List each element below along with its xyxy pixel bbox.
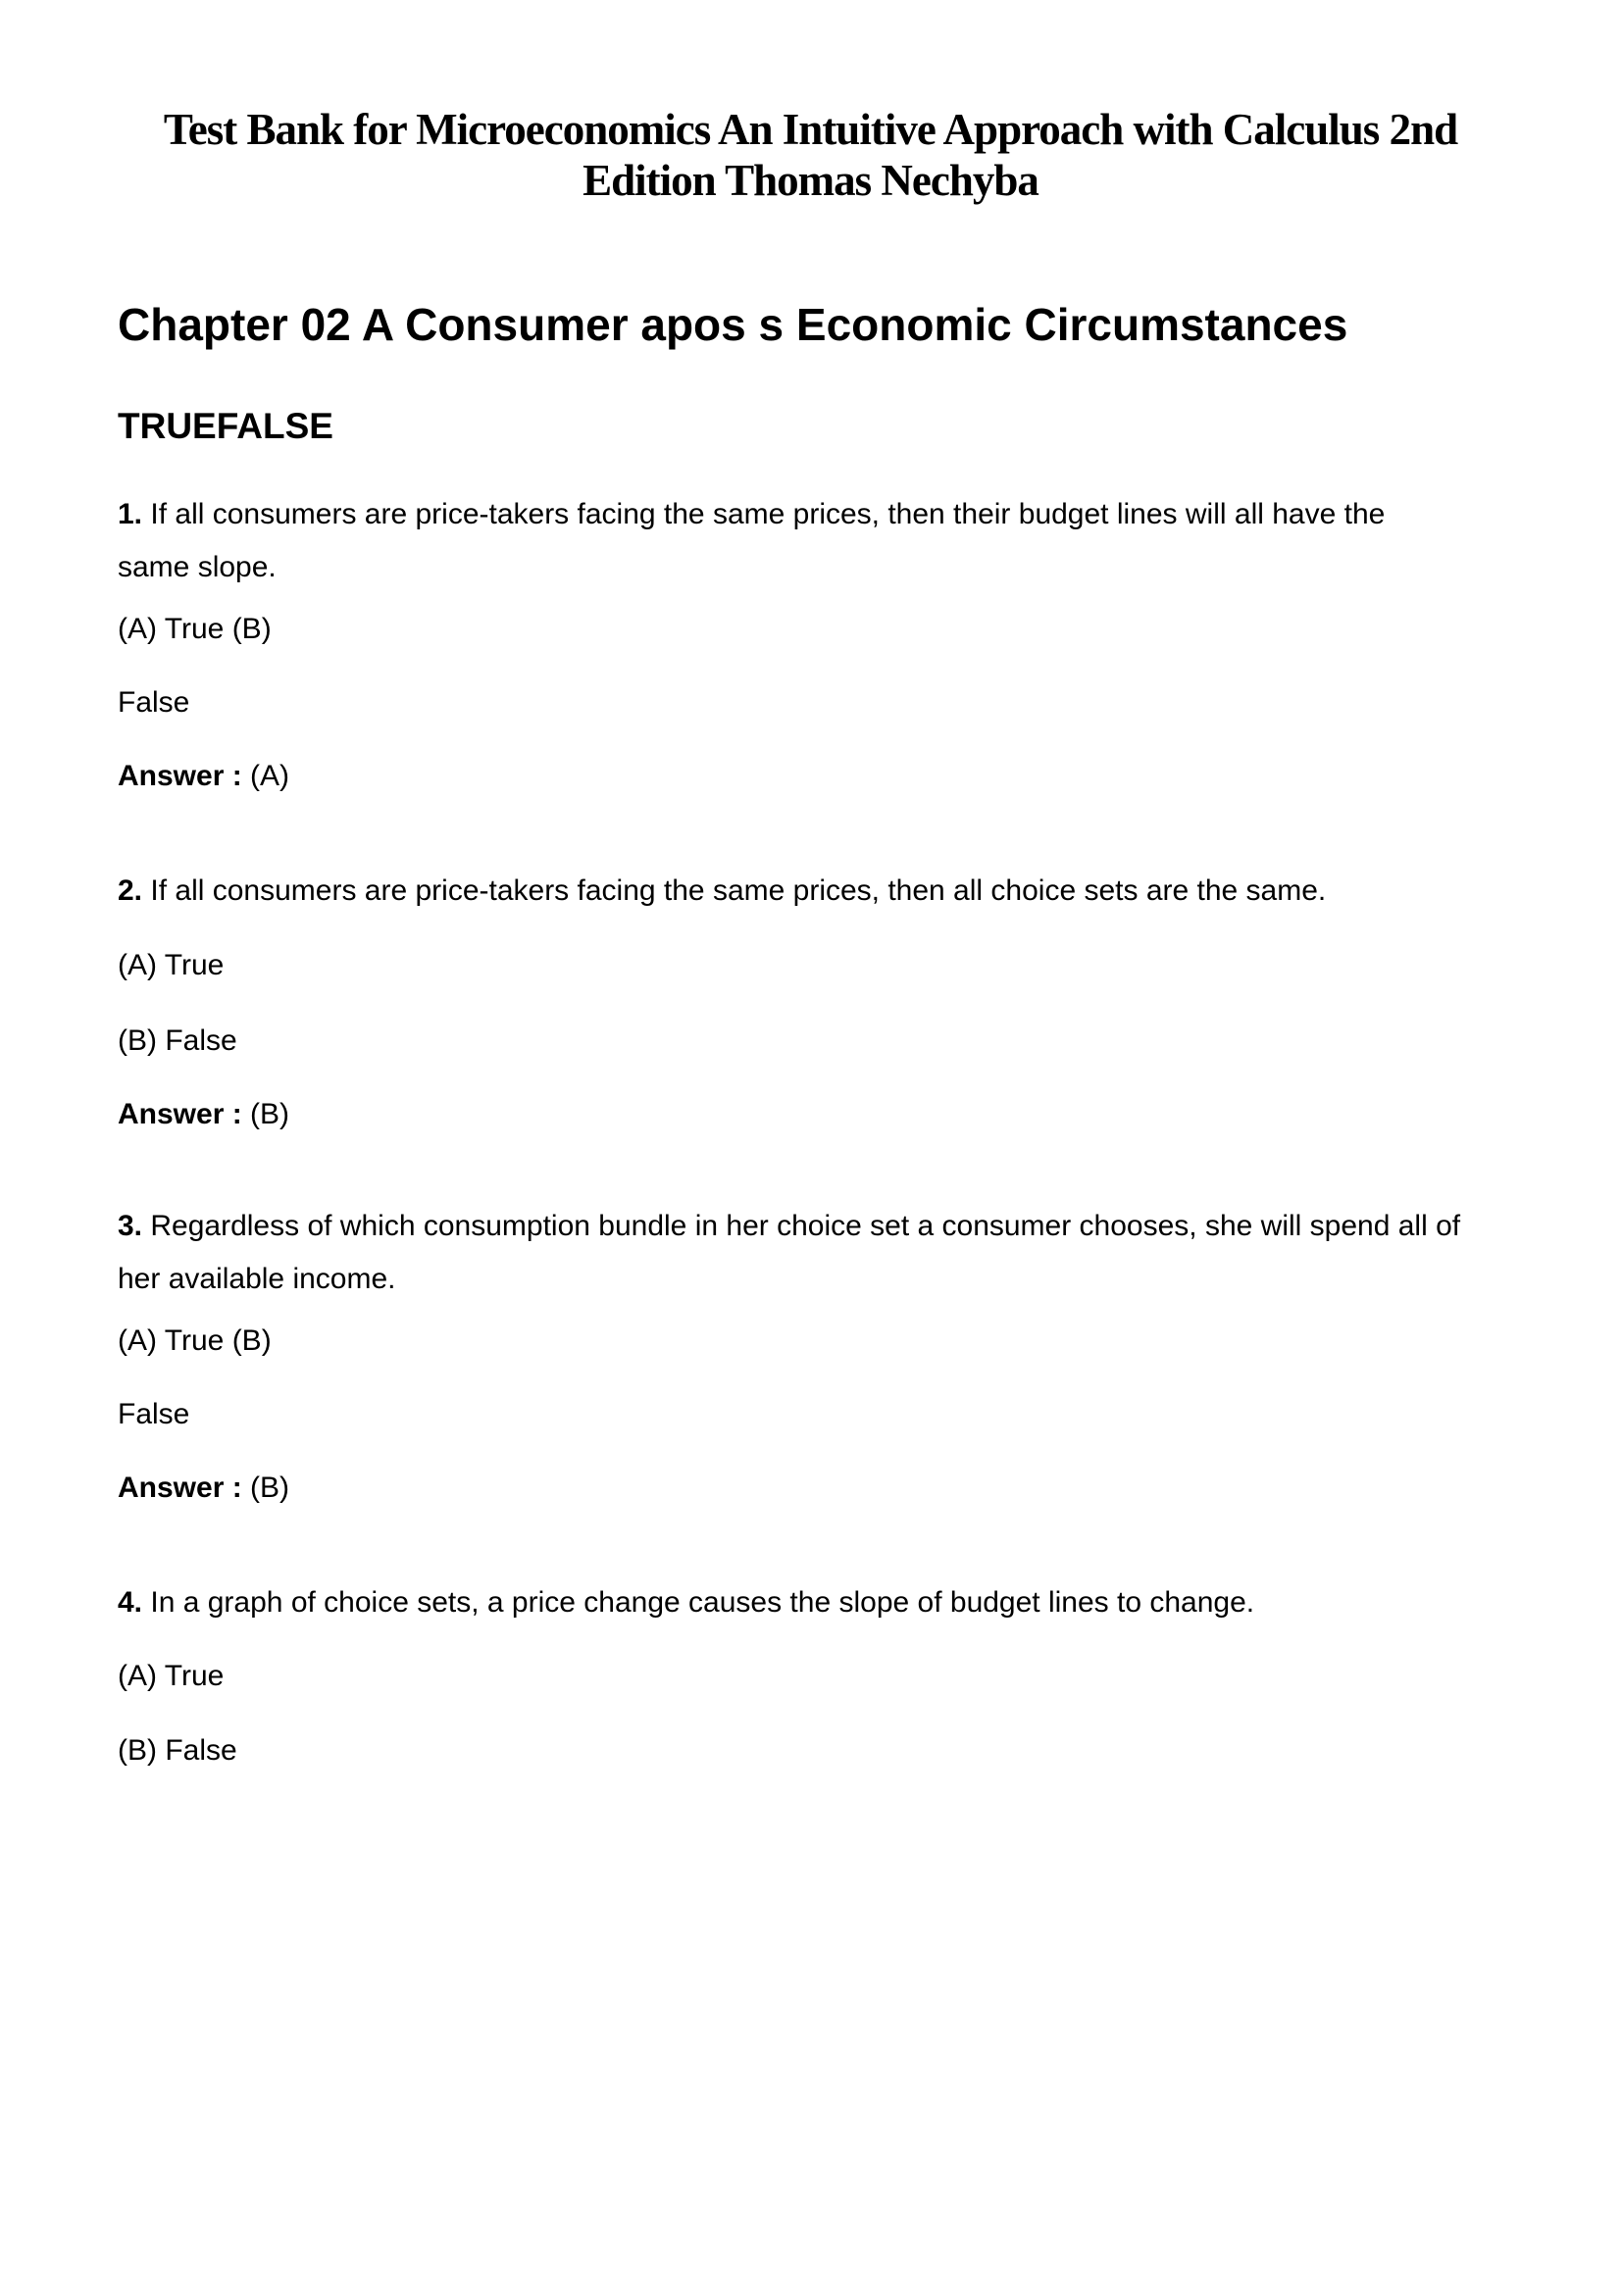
question-text: Regardless of which consumption bundle in her choice set a consumer chooses, she will spend all of	[150, 1210, 1461, 1242]
question-2-answer	[118, 1100, 289, 1129]
question-2	[118, 876, 1326, 906]
question-4	[118, 1588, 1254, 1618]
question-number: 1.	[118, 498, 143, 530]
question-2-option-a: (A) True	[118, 949, 225, 981]
document-title-line-2: Edition Thomas Nechyba	[583, 156, 1038, 205]
question-number: 3.	[118, 1210, 143, 1242]
question-number: 4.	[118, 1586, 143, 1619]
question-3-answer	[118, 1473, 289, 1503]
answer-label: Answer :	[118, 760, 242, 792]
question-3-option-a: (A) True (B)	[118, 1324, 272, 1357]
question-text: If all consumers are price-takers facing the same prices, then their budget lines will all have the	[150, 498, 1386, 530]
section-heading: TRUEFALSE	[118, 406, 333, 446]
question-4-option-a: (A) True	[118, 1660, 225, 1692]
question-2-option-b: (B) False	[118, 1024, 237, 1057]
document-title-line-1: Test Bank for Microeconomics An Intuitive Approach with Calculus 2nd	[163, 105, 1458, 154]
question-1-option-a: (A) True (B)	[118, 613, 272, 645]
answer-value: (B)	[250, 1098, 290, 1130]
answer-value: (A)	[250, 760, 290, 792]
chapter-heading: Chapter 02 A Consumer apos s Economic Circumstances	[118, 299, 1348, 350]
answer-value: (B)	[250, 1472, 290, 1504]
question-3-text-cont: her available income.	[118, 1263, 396, 1295]
question-text: If all consumers are price-takers facing the same prices, then all choice sets are the same.	[150, 874, 1327, 907]
question-1	[118, 500, 1385, 529]
question-text: In a graph of choice sets, a price change causes the slope of budget lines to change.	[150, 1586, 1255, 1619]
answer-label: Answer :	[118, 1098, 242, 1130]
question-3	[118, 1212, 1460, 1241]
question-number: 2.	[118, 874, 143, 907]
question-4-option-b: (B) False	[118, 1734, 237, 1767]
question-3-option-b: False	[118, 1398, 190, 1430]
answer-label: Answer :	[118, 1472, 242, 1504]
question-1-text-cont: same slope.	[118, 551, 277, 583]
question-1-option-b: False	[118, 686, 190, 719]
question-1-answer	[118, 762, 289, 791]
